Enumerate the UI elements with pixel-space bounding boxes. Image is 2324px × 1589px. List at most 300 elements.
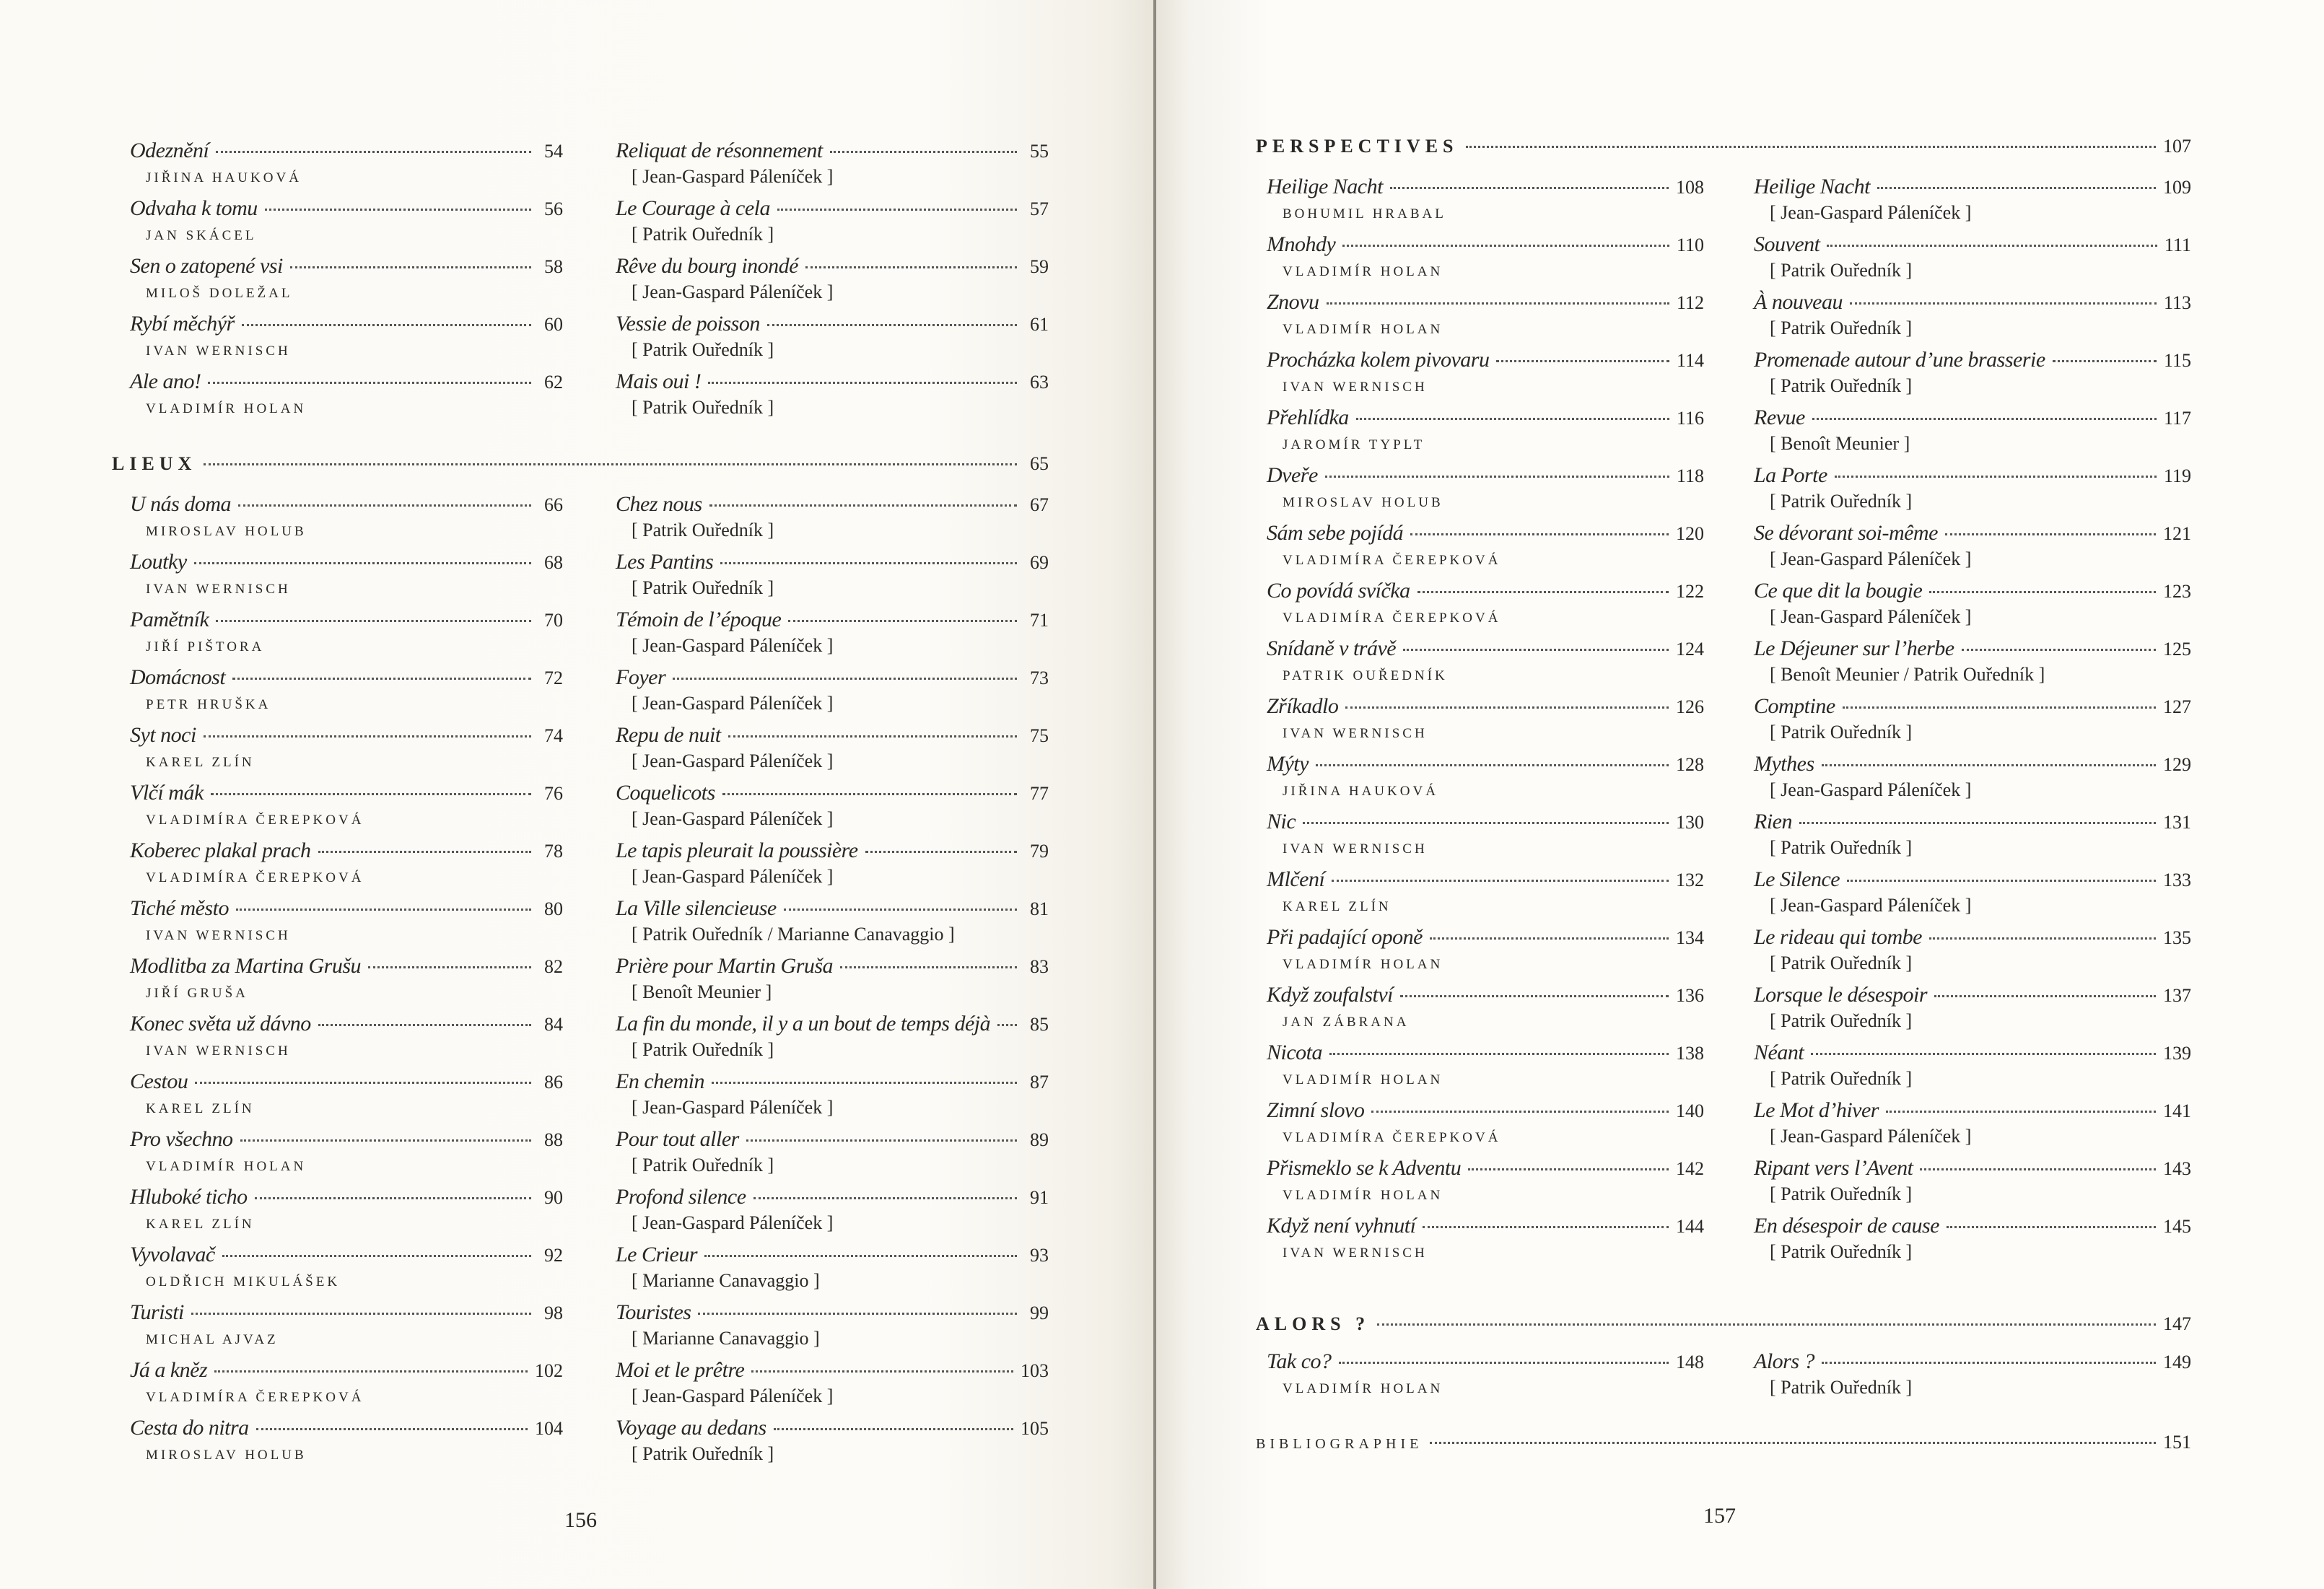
poem-title: La fin du monde, il y a un bout de temps déjà	[616, 1012, 991, 1036]
toc-entry[interactable]	[1754, 1214, 2191, 1271]
toc-entry-line	[616, 1416, 1049, 1445]
toc-entry[interactable]	[1754, 694, 2191, 752]
leader-dots	[720, 562, 1017, 564]
toc-entry-line	[1267, 406, 1704, 434]
translator-name: [ Jean-Gaspard Páleníček ]	[632, 1386, 834, 1406]
poem-title: Heilige Nacht	[1267, 175, 1383, 198]
leader-dots	[1962, 649, 2156, 651]
page-number: 143	[2163, 1158, 2191, 1179]
toc-entry[interactable]	[130, 1243, 563, 1300]
poem-title: Turisti	[130, 1300, 184, 1324]
page-number: 126	[1676, 696, 1704, 717]
toc-entry[interactable]	[130, 723, 563, 781]
toc-entry[interactable]	[616, 312, 1049, 369]
page-number: 121	[2163, 523, 2191, 544]
leader-dots	[195, 1082, 531, 1084]
leader-dots	[1827, 245, 2157, 247]
leader-dots	[214, 1370, 528, 1373]
toc-entry[interactable]	[130, 1300, 563, 1358]
leader-dots	[1377, 1323, 2156, 1326]
toc-entry-line	[1754, 175, 2191, 203]
poem-title: Sám sebe pojídá	[1267, 521, 1404, 545]
page-number: 125	[2163, 639, 2191, 660]
author-name: JAN ZÁBRANA	[1283, 1015, 1410, 1030]
poem-title: Ripant vers l’Avent	[1754, 1156, 1913, 1180]
leader-dots	[840, 966, 1017, 968]
poem-title: Alors ?	[1754, 1349, 1815, 1373]
toc-entry[interactable]	[616, 954, 1049, 1012]
poem-title: Nicota	[1267, 1041, 1322, 1064]
toc-entry[interactable]	[1754, 290, 2191, 348]
leader-dots	[751, 1370, 1013, 1373]
toc-entry[interactable]	[130, 254, 563, 312]
toc-entry[interactable]	[1754, 925, 2191, 983]
page-number: 83	[1030, 956, 1049, 977]
author-name: IVAN WERNISCH	[1283, 380, 1428, 395]
translator-name: [ Patrik Ouředník ]	[1770, 1068, 1913, 1089]
page-number: 138	[1676, 1043, 1704, 1064]
toc-entry[interactable]	[616, 723, 1049, 781]
page-number: 91	[1030, 1187, 1049, 1208]
toc-entry[interactable]	[130, 492, 563, 550]
leader-dots	[1468, 1168, 1669, 1170]
poem-title: Ce que dit la bougie	[1754, 579, 1923, 603]
toc-entry-line	[1267, 1214, 1704, 1243]
toc-entry[interactable]	[1754, 810, 2191, 867]
toc-entry[interactable]	[130, 1358, 563, 1416]
poem-title: Když zoufalství	[1267, 983, 1394, 1007]
toc-entry[interactable]	[616, 1185, 1049, 1243]
toc-entry[interactable]	[616, 1358, 1049, 1416]
author-name: JIŘÍ GRUŠA	[146, 986, 248, 1001]
toc-entry-line	[130, 1127, 563, 1156]
toc-entry[interactable]	[616, 608, 1049, 665]
toc-entry-line	[130, 1243, 563, 1271]
poem-title: Přehlídka	[1267, 406, 1349, 429]
leader-dots	[1356, 418, 1669, 420]
author-name: IVAN WERNISCH	[146, 1043, 291, 1059]
toc-entry-line	[130, 492, 563, 521]
page-number: 133	[2163, 870, 2191, 890]
toc-entry[interactable]	[1267, 1214, 1704, 1271]
poem-title: La Porte	[1754, 463, 1827, 487]
page-number: 82	[544, 956, 563, 977]
toc-entry-line	[1754, 232, 2191, 261]
toc-entry[interactable]	[616, 1127, 1049, 1185]
leader-dots	[1822, 764, 2156, 766]
poem-title: Néant	[1754, 1041, 1804, 1064]
leader-dots	[211, 793, 531, 795]
page-number: 89	[1030, 1129, 1049, 1150]
translator-name: [ Jean-Gaspard Páleníček ]	[632, 281, 834, 302]
toc-entry-line	[130, 896, 563, 925]
page-number: 117	[2163, 408, 2191, 429]
poem-title: Tak co?	[1267, 1349, 1332, 1373]
toc-entry[interactable]	[1267, 752, 1704, 810]
leader-dots	[774, 1428, 1013, 1430]
toc-entry[interactable]	[130, 1185, 563, 1243]
toc-entry[interactable]	[1754, 232, 2191, 290]
page-number: 135	[2163, 927, 2191, 948]
toc-entry[interactable]	[1267, 867, 1704, 925]
poem-title: Zříkadlo	[1267, 694, 1339, 718]
poem-title: Sen o zatopené vsi	[130, 254, 283, 278]
leader-dots	[204, 735, 531, 737]
translator-name: [ Benoît Meunier ]	[1770, 433, 1910, 454]
toc-entry-line	[1754, 636, 2191, 665]
leader-dots	[1466, 146, 2157, 148]
page-number: 136	[1676, 985, 1704, 1006]
toc-entry[interactable]	[1267, 521, 1704, 579]
leader-dots	[1920, 1168, 2156, 1170]
page-number: 84	[544, 1014, 563, 1035]
page-number: 112	[1676, 292, 1704, 313]
page-number: 74	[544, 725, 563, 746]
translator-name: [ Patrik Ouředník ]	[632, 577, 774, 598]
toc-entry[interactable]	[130, 839, 563, 896]
toc-entry[interactable]	[1267, 348, 1704, 406]
toc-entry[interactable]	[616, 139, 1049, 196]
page-number: 54	[544, 141, 563, 162]
poem-title: Odeznění	[130, 139, 209, 162]
translator-name: [ Patrik Ouředník ]	[1770, 1010, 1913, 1031]
toc-entry[interactable]	[1267, 232, 1704, 290]
toc-entry[interactable]	[1267, 1098, 1704, 1156]
toc-entry[interactable]	[616, 1243, 1049, 1300]
poem-title: Mais oui !	[616, 369, 702, 393]
leader-dots	[1417, 591, 1669, 593]
toc-entry-line	[130, 839, 563, 867]
page-number-left: 156	[564, 1508, 597, 1532]
toc-entry[interactable]	[130, 550, 563, 608]
toc-entry[interactable]	[130, 1416, 563, 1474]
poem-title: Přismeklo se k Adventu	[1267, 1156, 1462, 1180]
toc-column	[130, 492, 563, 1474]
translator-name: [ Jean-Gaspard Páleníček ]	[632, 1097, 834, 1118]
toc-entry[interactable]	[616, 492, 1049, 550]
page-number: 140	[1676, 1100, 1704, 1121]
translator-name: [ Jean-Gaspard Páleníček ]	[1770, 895, 1972, 916]
page-number: 114	[1676, 350, 1704, 371]
toc-entry-line	[616, 781, 1049, 810]
author-name: VLADIMÍRA ČEREPKOVÁ	[1283, 553, 1501, 568]
toc-entry-line	[616, 369, 1049, 398]
poem-title: Coquelicots	[616, 781, 715, 805]
toc-entry[interactable]	[1267, 810, 1704, 867]
toc-entry-line	[1267, 752, 1704, 781]
poem-title: Nic	[1267, 810, 1296, 833]
leader-dots	[1410, 533, 1669, 535]
leader-dots	[1811, 1053, 2156, 1055]
section-label: BIBLIOGRAPHIE	[1256, 1436, 1423, 1452]
toc-entry-line	[1267, 290, 1704, 319]
toc-entry-line	[130, 312, 563, 341]
translator-name: [ Jean-Gaspard Páleníček ]	[632, 166, 834, 187]
page-number: 57	[1030, 198, 1049, 219]
toc-entry-line	[1754, 290, 2191, 319]
toc-entry-line	[1754, 1214, 2191, 1243]
toc-entry[interactable]	[130, 1069, 563, 1127]
toc-entry[interactable]	[616, 196, 1049, 254]
author-name: IVAN WERNISCH	[1283, 841, 1428, 857]
toc-entry[interactable]	[1267, 579, 1704, 636]
toc-entry[interactable]	[1754, 463, 2191, 521]
author-name: VLADIMÍR HOLAN	[146, 401, 307, 416]
toc-entry[interactable]	[1754, 348, 2191, 406]
page-number: 102	[535, 1360, 563, 1381]
page-number: 120	[1676, 523, 1704, 544]
leader-dots	[238, 504, 531, 507]
leader-dots	[1929, 937, 2156, 940]
book-gutter	[1153, 0, 1156, 1589]
toc-entry-line	[616, 139, 1049, 167]
toc-entry[interactable]	[130, 781, 563, 839]
leader-dots	[1835, 476, 2157, 478]
section-heading-bibliographie[interactable]	[1256, 1432, 2191, 1453]
section-label: LIEUX	[112, 453, 197, 474]
toc-entry[interactable]	[1754, 1349, 2191, 1407]
toc-entry-line	[1754, 752, 2191, 781]
toc-entry[interactable]	[130, 954, 563, 1012]
leader-dots	[290, 266, 531, 268]
toc-entry-line	[616, 839, 1049, 867]
leader-dots	[746, 1139, 1017, 1142]
translator-name: [ Jean-Gaspard Páleníček ]	[632, 750, 834, 771]
toc-entry-line	[130, 1358, 563, 1387]
toc-entry-line	[1267, 694, 1704, 723]
toc-entry[interactable]	[1754, 579, 2191, 636]
toc-entry-line	[1754, 1098, 2191, 1127]
toc-entry[interactable]	[1267, 1041, 1704, 1098]
toc-entry[interactable]	[1754, 406, 2191, 463]
poem-title: Já a kněz	[130, 1358, 208, 1382]
toc-entry[interactable]	[130, 196, 563, 254]
page-number: 105	[1021, 1418, 1049, 1439]
author-name: VLADIMÍRA ČEREPKOVÁ	[146, 870, 364, 885]
toc-column	[616, 139, 1049, 427]
author-name: IVAN WERNISCH	[146, 928, 291, 943]
toc-entry[interactable]	[616, 896, 1049, 954]
toc-entry-line	[1754, 1156, 2191, 1185]
page-number: 103	[1021, 1360, 1049, 1381]
toc-entry[interactable]	[1267, 1156, 1704, 1214]
leader-dots	[1430, 1442, 2156, 1444]
poem-title: U nás doma	[130, 492, 232, 516]
page-number: 76	[544, 783, 563, 804]
toc-entry[interactable]	[130, 1127, 563, 1185]
toc-entry-line	[130, 1012, 563, 1041]
section-label: PERSPECTIVES	[1256, 136, 1459, 157]
toc-entry-line	[130, 550, 563, 579]
toc-entry[interactable]	[130, 369, 563, 427]
leader-dots	[1799, 822, 2156, 824]
author-name: BOHUMIL HRABAL	[1283, 206, 1446, 222]
toc-entry[interactable]	[616, 1300, 1049, 1358]
page-number: 130	[1676, 812, 1704, 833]
toc-entry-line	[1754, 521, 2191, 550]
toc-entry-line	[1267, 1349, 1704, 1378]
toc-entry[interactable]	[1754, 636, 2191, 694]
toc-entry[interactable]	[616, 665, 1049, 723]
toc-entry[interactable]	[1754, 752, 2191, 810]
toc-entry[interactable]	[1754, 1098, 2191, 1156]
poem-title: Procházka kolem pivovaru	[1267, 348, 1490, 372]
leader-dots	[1847, 880, 2156, 882]
toc-entry[interactable]	[616, 839, 1049, 896]
page-number: 88	[544, 1129, 563, 1150]
toc-entry[interactable]	[616, 1069, 1049, 1127]
section-heading-alors[interactable]	[1256, 1313, 2191, 1335]
toc-entry[interactable]	[1267, 463, 1704, 521]
leader-dots	[1423, 1226, 1669, 1228]
page-number: 79	[1030, 841, 1049, 862]
toc-entry[interactable]	[1267, 175, 1704, 232]
toc-entry[interactable]	[1267, 983, 1704, 1041]
translator-name: [ Patrik Ouředník ]	[1770, 1377, 1913, 1398]
toc-entry[interactable]	[1754, 521, 2191, 579]
toc-entry[interactable]	[130, 896, 563, 954]
page-number: 104	[535, 1418, 563, 1439]
leader-dots	[1934, 995, 2156, 997]
leader-dots	[1403, 649, 1669, 651]
page-number: 68	[544, 552, 563, 573]
leader-dots	[1929, 591, 2156, 593]
poem-title: Comptine	[1754, 694, 1835, 718]
section-page-number: 107	[2163, 136, 2191, 157]
translator-name: [ Marianne Canavaggio ]	[632, 1328, 820, 1349]
toc-entry[interactable]	[616, 1012, 1049, 1069]
toc-entry[interactable]	[1754, 983, 2191, 1041]
author-name: JIŘÍ PIŠTORA	[146, 639, 265, 655]
toc-entry-line	[1267, 463, 1704, 492]
toc-entry-line	[616, 1012, 1049, 1041]
page-number: 137	[2163, 985, 2191, 1006]
toc-entry[interactable]	[1754, 1041, 2191, 1098]
page-number: 132	[1676, 870, 1704, 890]
toc-entry[interactable]	[130, 312, 563, 369]
poem-title: Souvent	[1754, 232, 1820, 256]
leader-dots	[232, 678, 531, 680]
poem-title: Heilige Nacht	[1754, 175, 1870, 198]
leader-dots	[767, 324, 1017, 326]
poem-title: Les Pantins	[616, 550, 714, 574]
toc-entry[interactable]	[130, 665, 563, 723]
toc-column	[1754, 175, 2191, 1271]
translator-name: [ Patrik Ouředník ]	[1770, 491, 1913, 512]
toc-entry[interactable]	[1754, 1156, 2191, 1214]
page-number: 139	[2163, 1043, 2191, 1064]
leader-dots	[256, 1428, 528, 1430]
section-heading-perspectives[interactable]	[1256, 136, 2191, 157]
author-name: VLADIMÍRA ČEREPKOVÁ	[146, 813, 364, 828]
toc-entry-line	[1267, 232, 1704, 261]
toc-column	[130, 139, 563, 427]
toc-entry[interactable]	[1267, 1349, 1704, 1407]
poem-title: Le Courage à cela	[616, 196, 770, 220]
toc-entry[interactable]	[1267, 636, 1704, 694]
toc-entry-line	[1754, 694, 2191, 723]
toc-entry[interactable]	[130, 608, 563, 665]
poem-title: Vessie de poisson	[616, 312, 760, 336]
toc-entry-line	[130, 781, 563, 810]
page-number: 149	[2163, 1352, 2191, 1373]
toc-entry-line	[1754, 463, 2191, 492]
poem-title: Syt noci	[130, 723, 196, 747]
toc-entry-line	[130, 608, 563, 636]
toc-entry[interactable]	[1267, 290, 1704, 348]
page-number: 118	[1676, 465, 1704, 486]
toc-entry[interactable]	[616, 781, 1049, 839]
page-number: 98	[544, 1303, 563, 1323]
leader-dots	[1430, 937, 1669, 940]
leader-dots	[1329, 1053, 1669, 1055]
leader-dots	[1332, 880, 1669, 882]
poem-title: Co povídá svíčka	[1267, 579, 1410, 603]
author-name: KAREL ZLÍN	[1283, 899, 1392, 914]
toc-entry-line	[1267, 983, 1704, 1012]
translator-name: [ Jean-Gaspard Páleníček ]	[632, 866, 834, 887]
page-number: 142	[1676, 1158, 1704, 1179]
toc-entry[interactable]	[616, 369, 1049, 427]
toc-entry[interactable]	[1267, 694, 1704, 752]
poem-title: Rien	[1754, 810, 1792, 833]
page-number: 61	[1030, 314, 1049, 335]
toc-entry[interactable]	[616, 550, 1049, 608]
page-number: 144	[1676, 1216, 1704, 1237]
leader-dots	[194, 562, 531, 564]
toc-entry[interactable]	[616, 1416, 1049, 1474]
author-name: PETR HRUŠKA	[146, 697, 271, 712]
leader-dots	[704, 1255, 1017, 1257]
toc-entry[interactable]	[1754, 175, 2191, 232]
toc-entry-line	[616, 196, 1049, 225]
leader-dots	[865, 851, 1017, 853]
toc-entry[interactable]	[1267, 925, 1704, 983]
author-name: OLDŘICH MIKULÁŠEK	[146, 1274, 341, 1290]
translator-name: [ Patrik Ouředník ]	[632, 520, 774, 540]
page-number: 81	[1030, 898, 1049, 919]
poem-title: Le Silence	[1754, 867, 1840, 891]
leader-dots	[712, 1082, 1017, 1084]
toc-entry[interactable]	[1267, 406, 1704, 463]
leader-dots	[216, 620, 531, 622]
translator-name: [ Patrik Ouředník ]	[1770, 375, 1913, 396]
toc-entry[interactable]	[130, 139, 563, 196]
author-name: JAN SKÁCEL	[146, 228, 257, 243]
toc-entry[interactable]	[616, 254, 1049, 312]
section-heading-lieux[interactable]	[112, 453, 1049, 475]
toc-entry[interactable]	[1754, 867, 2191, 925]
poem-title: Při padající oponě	[1267, 925, 1423, 949]
page-number: 127	[2163, 696, 2191, 717]
translator-name: [ Patrik Ouředník ]	[1770, 722, 1913, 743]
poem-title: Vyvolavač	[130, 1243, 215, 1266]
page-number: 86	[544, 1072, 563, 1093]
translator-name: [ Patrik Ouředník ]	[632, 1039, 774, 1060]
page-number: 90	[544, 1187, 563, 1208]
page-number: 141	[2163, 1100, 2191, 1121]
page-number: 63	[1030, 372, 1049, 393]
toc-entry[interactable]	[130, 1012, 563, 1069]
toc-entry-line	[616, 550, 1049, 579]
page-number: 109	[2163, 177, 2191, 198]
leader-dots	[208, 382, 531, 384]
author-name: MIROSLAV HOLUB	[1283, 495, 1443, 510]
poem-title: Když není vyhnutí	[1267, 1214, 1416, 1238]
poem-title: Le rideau qui tombe	[1754, 925, 1922, 949]
toc-column	[616, 492, 1049, 1474]
leader-dots	[1303, 822, 1669, 824]
